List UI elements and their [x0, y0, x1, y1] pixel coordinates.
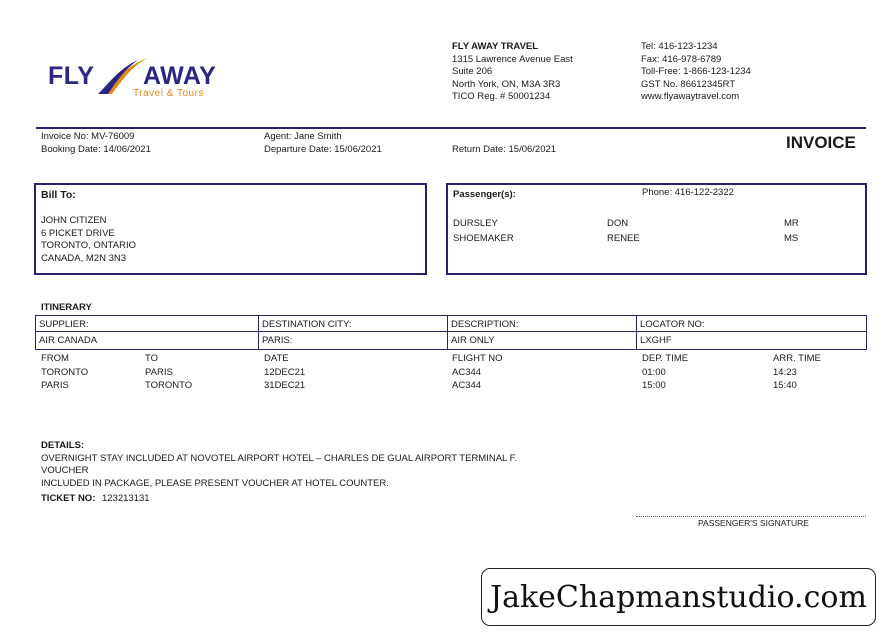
itinerary-header-locator: LOCATOR NO: — [636, 315, 867, 332]
flight-cell: 31DEC21 — [264, 380, 306, 391]
passengers-label: Passenger(s): — [453, 189, 516, 200]
flight-cell: 15:00 — [642, 380, 666, 391]
company-address — [452, 41, 573, 104]
company-logo — [48, 56, 223, 101]
itinerary-value-description: AIR ONLY — [447, 331, 637, 350]
tico-reg: TICO Reg. # 50001234 — [452, 91, 551, 102]
itinerary-value-locator: LXGHF — [636, 331, 867, 350]
bill-to-line: TORONTO, ONTARIO — [41, 240, 137, 251]
bill-to-line: CANADA, M2N 3N3 — [41, 252, 126, 264]
itinerary-header-destination: DESTINATION CITY: — [258, 315, 448, 332]
itinerary-label: ITINERARY — [41, 302, 92, 313]
bill-to-address — [41, 215, 136, 265]
details-section — [41, 440, 561, 490]
address-line: North York, ON, M3A 3R3 — [452, 78, 561, 90]
flight-header: FROM — [41, 353, 69, 364]
flight-cell: PARIS — [145, 367, 173, 378]
bill-to-line: 6 PICKET DRIVE — [41, 227, 115, 239]
agent: Agent: Jane Smith — [264, 131, 342, 142]
itinerary-header-supplier: SUPPLIER: — [35, 315, 259, 332]
flight-cell: AC344 — [452, 367, 482, 378]
passengers-box — [446, 183, 867, 275]
header-divider — [36, 127, 866, 129]
flight-cell: AC344 — [452, 380, 482, 391]
flight-header: DEP. TIME — [642, 353, 689, 364]
passenger-first: RENEE — [607, 233, 640, 244]
invoice-heading: INVOICE — [786, 133, 856, 152]
passenger-title: MS — [784, 233, 799, 244]
signature-label: PASSENGER'S SIGNATURE — [698, 518, 809, 528]
booking-date: Booking Date: 14/06/2021 — [41, 143, 151, 155]
flight-cell: 01:00 — [642, 367, 666, 378]
flight-header: DATE — [264, 353, 289, 364]
logo-tagline: Travel & Tours — [133, 88, 204, 99]
return-date: Return Date: 15/06/2021 — [452, 144, 557, 155]
itinerary-header-description: DESCRIPTION: — [447, 315, 637, 332]
company-contact — [641, 41, 751, 104]
invoice-number: Invoice No: MV-76009 — [41, 131, 135, 142]
flight-cell: 15:40 — [773, 380, 797, 391]
logo-right-word: AWAY — [143, 62, 217, 90]
itinerary-value-supplier: AIR CANADA — [35, 331, 259, 350]
tel: Tel: 416-123-1234 — [641, 41, 718, 52]
toll-free: Toll-Free: 1-866-123-1234 — [641, 66, 751, 77]
details-line: OVERNIGHT STAY INCLUDED AT NOVOTEL AIRPORT HOTEL – CHARLES DE GUAL AIRPORT TERMINAL F. VOUCHER — [41, 452, 518, 476]
watermark-badge: JakeChapmanstudio.com — [481, 568, 876, 626]
details-line: INCLUDED IN PACKAGE, PLEASE PRESENT VOUCHER AT HOTEL COUNTER. — [41, 477, 389, 489]
logo-left-word: FLY — [48, 62, 95, 90]
address-line: Suite 206 — [452, 66, 493, 77]
bill-to-line: JOHN CITIZEN — [41, 215, 107, 226]
invoice-meta-left — [41, 131, 151, 156]
passenger-title: MR — [784, 218, 799, 229]
gst-number: GST No. 86612345RT — [641, 78, 736, 90]
flight-cell: TORONTO — [41, 367, 89, 378]
itinerary-value-destination: PARIS: — [258, 331, 448, 350]
bill-to-label: Bill To: — [41, 189, 76, 201]
flight-header: TO — [145, 353, 159, 364]
flight-header: FLIGHT NO — [452, 353, 503, 364]
passenger-last: SHOEMAKER — [453, 233, 514, 244]
departure-date: Departure Date: 15/06/2021 — [264, 143, 382, 155]
address-line: 1315 Lawrence Avenue East — [452, 53, 573, 65]
bill-to-box — [34, 183, 427, 275]
flight-cell: 14:23 — [773, 367, 797, 378]
invoice-meta-mid — [264, 131, 382, 156]
flight-cell: 12DEC21 — [264, 367, 306, 378]
ticket-section — [41, 493, 150, 506]
details-label: DETAILS: — [41, 440, 85, 451]
website-link[interactable]: www.flyawaytravel.com — [641, 91, 740, 102]
company-name: FLY AWAY TRAVEL — [452, 41, 539, 52]
ticket-number: 123213131 — [102, 493, 150, 504]
ticket-label: TICKET NO: — [41, 493, 96, 504]
flight-header: ARR. TIME — [773, 353, 821, 364]
passenger-first: DON — [607, 218, 629, 229]
fax: Fax: 416-978-6789 — [641, 53, 722, 65]
flight-cell: TORONTO — [145, 380, 193, 391]
passenger-last: DURSLEY — [453, 218, 498, 229]
passenger-phone: Phone: 416-122-2322 — [642, 187, 734, 198]
flight-cell: PARIS — [41, 380, 69, 391]
signature-line — [636, 516, 866, 517]
